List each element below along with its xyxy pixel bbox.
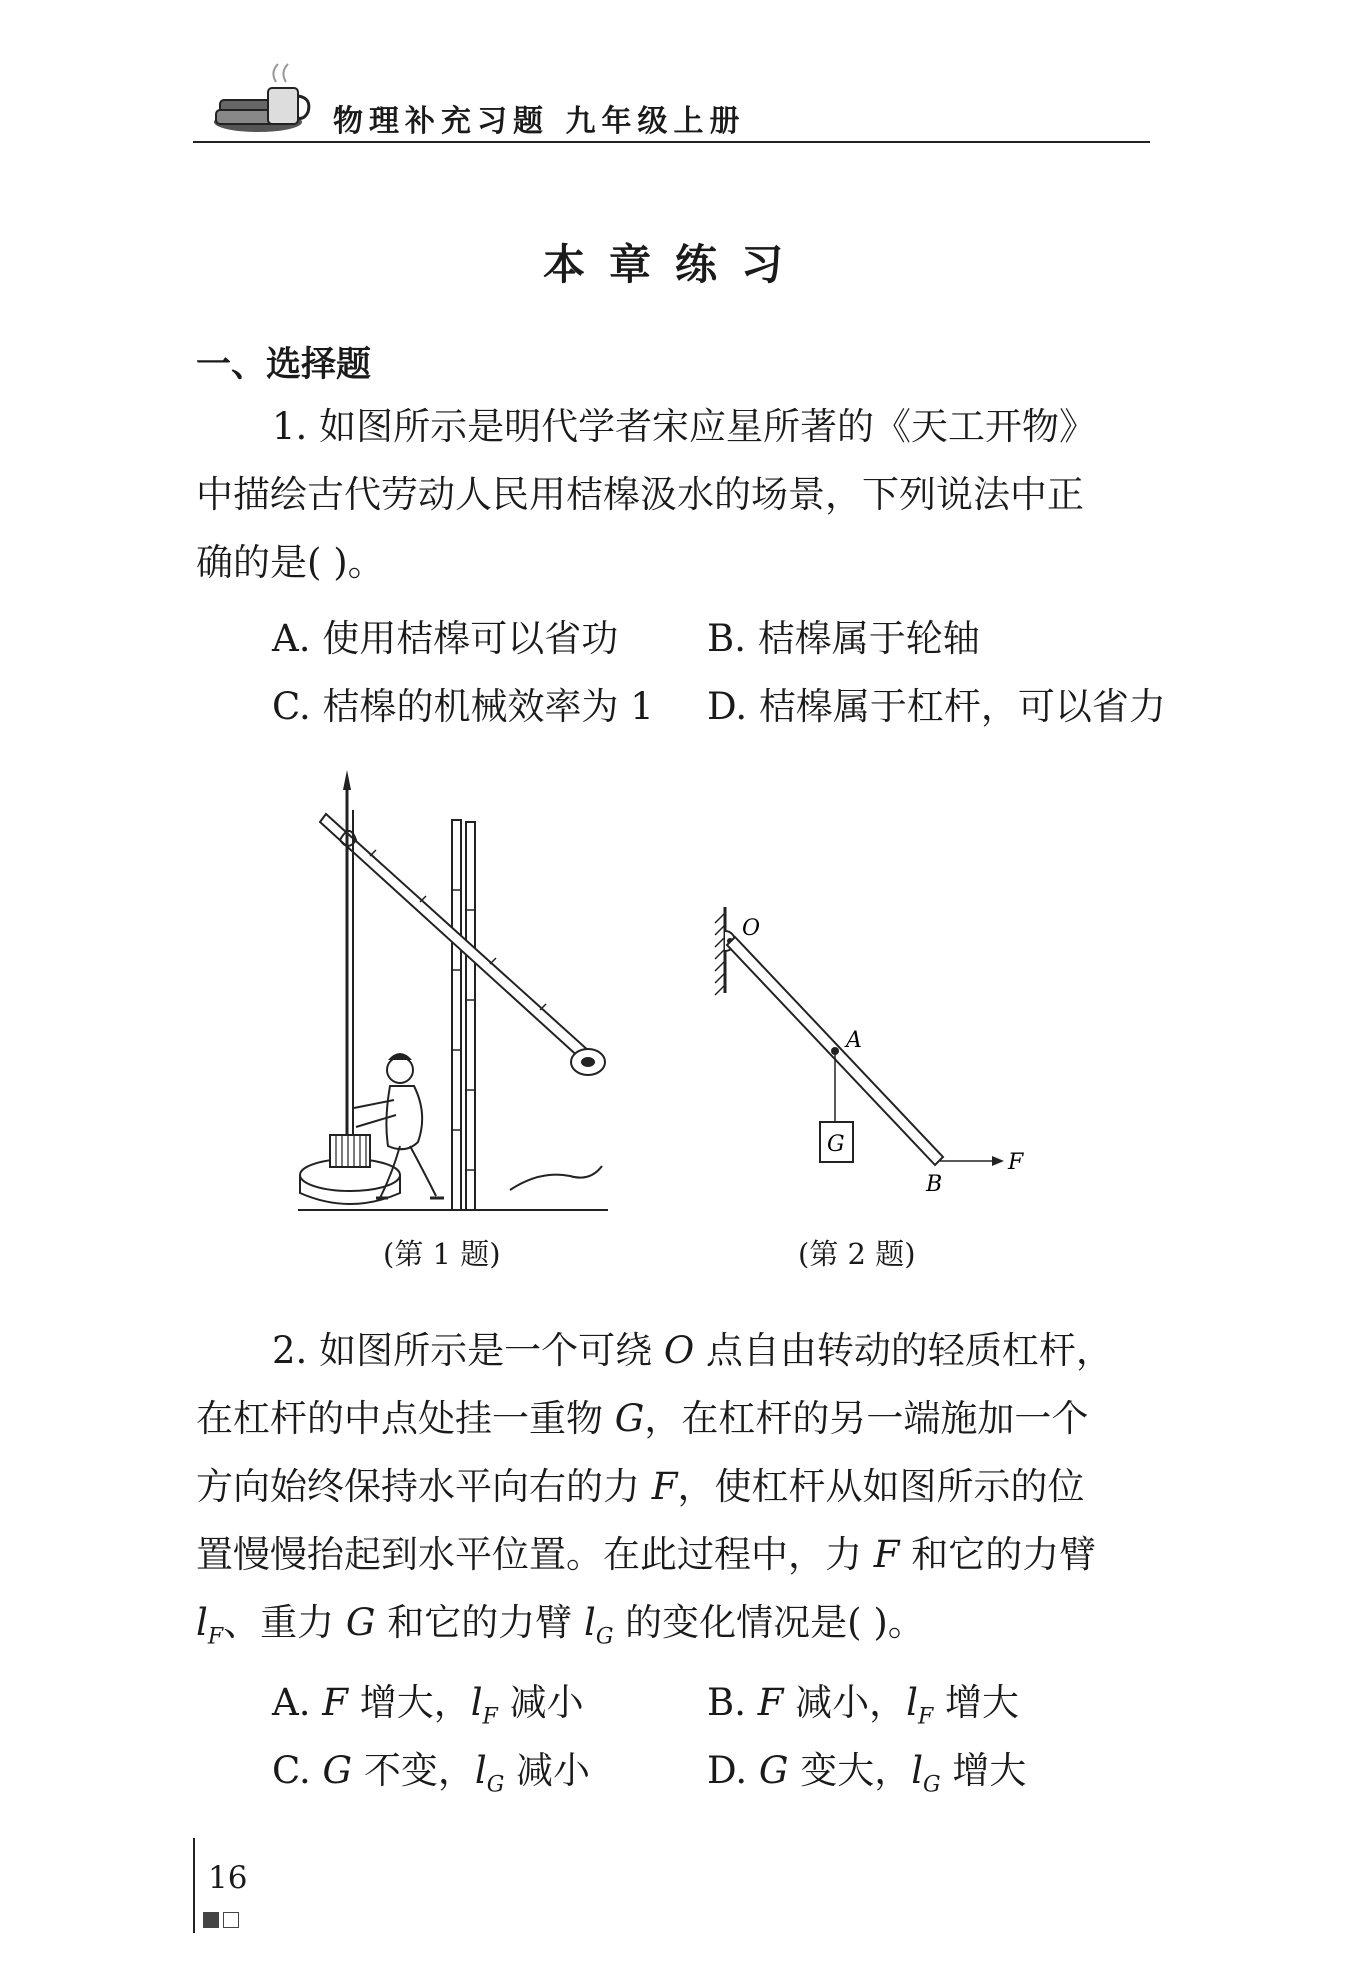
- section-heading: 一、选择题: [196, 345, 372, 385]
- books-and-mug-icon: [212, 52, 322, 142]
- label-g: G: [827, 1132, 845, 1157]
- well-sweep-illustration-icon: [290, 770, 620, 1215]
- q2-option-b: B. F 减小，$l_F$ 增大: [707, 1681, 1020, 1730]
- q1-line-3: 确的是( )。: [196, 541, 385, 584]
- label-b: B: [926, 1172, 943, 1195]
- q2-line-2: 在杠杆的中点处挂一重物 G，在杠杆的另一端施加一个: [196, 1397, 1089, 1440]
- footer-square-outline: [223, 1912, 239, 1928]
- label-o: O: [742, 916, 761, 941]
- label-f: F: [1008, 1150, 1024, 1175]
- q2-option-c: C. G 不变，$l_G$ 减小: [272, 1749, 591, 1798]
- figure-2: [700, 895, 1040, 1195]
- header-title: 物理补充习题 九年级上册: [333, 104, 746, 139]
- footer-square-filled: [203, 1912, 219, 1928]
- q2-line-1: 2. 如图所示是一个可绕 O 点自由转动的轻质杠杆，: [272, 1329, 1113, 1372]
- figure-1: [290, 770, 620, 1215]
- figure-2-caption: (第 2 题): [798, 1237, 916, 1271]
- page-number: 16: [208, 1860, 248, 1896]
- q1-line-2: 中描绘古代劳动人民用桔槔汲水的场景，下列说法中正: [196, 473, 1084, 516]
- q1-option-d: D. 桔槔属于杠杆，可以省力: [707, 685, 1166, 728]
- header-logo: [212, 52, 322, 142]
- q1-option-b: B. 桔槔属于轮轴: [707, 617, 980, 660]
- q2-option-d: D. G 变大，$l_G$ 增大: [707, 1749, 1027, 1798]
- q1-line-1: 1. 如图所示是明代学者宋应星所著的《天工开物》: [272, 405, 1097, 448]
- q1-option-a: A. 使用桔槔可以省功: [272, 617, 619, 660]
- q1-option-c: C. 桔槔的机械效率为 1: [272, 685, 654, 728]
- q2-line-5: $l_F$、重力 G 和它的力臂 $l_G$ 的变化情况是( )。: [196, 1601, 925, 1650]
- label-a: A: [846, 1028, 862, 1053]
- chapter-title: 本章练习: [542, 240, 807, 289]
- force-f-arrowhead: [992, 1156, 1004, 1166]
- footer-rule: [193, 1838, 195, 1933]
- q2-line-3: 方向始终保持水平向右的力 F，使杠杆从如图所示的位: [196, 1465, 1085, 1508]
- figure-1-caption: (第 1 题): [383, 1237, 501, 1271]
- header-rule: [193, 141, 1150, 143]
- q2-option-a: A. F 增大，$l_F$ 减小: [272, 1681, 584, 1730]
- q2-line-4: 置慢慢抬起到水平位置。在此过程中，力 F 和它的力臂: [196, 1533, 1097, 1576]
